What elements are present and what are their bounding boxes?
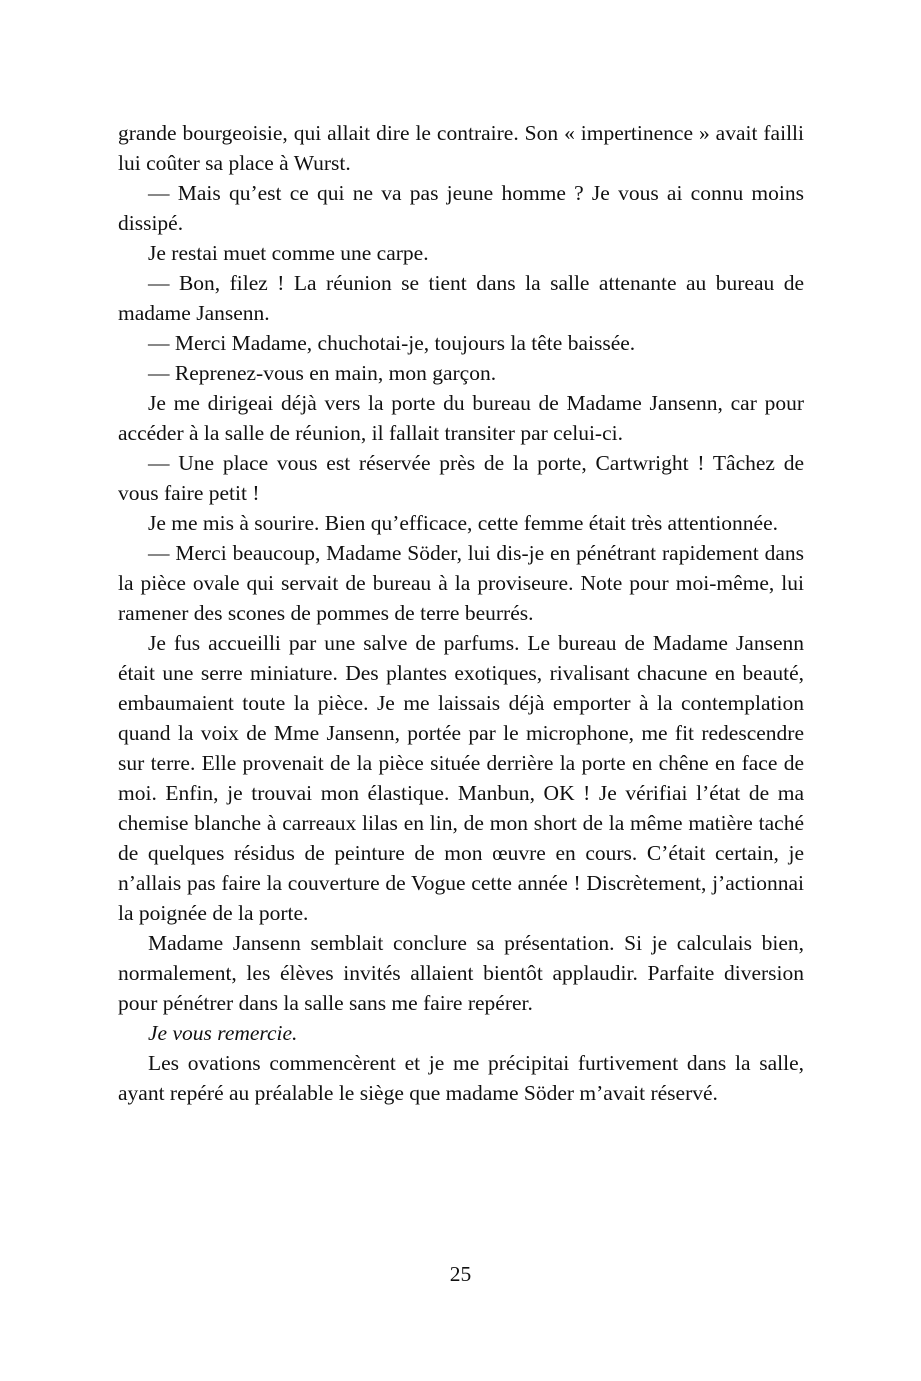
paragraph: Je fus accueilli par une salve de parfums. Le bureau de Madame Jansenn était une serre miniature. Des plantes exotiques, rivalisant chacune en beauté, embaumaient toute la pièce. Je me laissais déjà emporter à la contemplation quand la voix de Mme Jansenn, portée par le microphone, me fit redescendre sur terre. Elle provenait de la pièce située derrière la porte en chêne en face de moi. Enfin, je trouvai mon élastique. Manbun, OK ! Je vérifiai l’état de ma chemise blanche à carreaux lilas en lin, de mon short de la même matière taché de quelques résidus de peinture de mon œuvre en cours. C’était certain, je n’allais pas faire la couverture de Vogue cette année ! Discrètement, j’actionnai la poignée de la porte. — [118, 631, 804, 925]
page-number: 25 — [449, 1262, 472, 1286]
paragraph-continuation: grande bourgeoisie, qui allait dire le contraire. Son « impertinence » avait failli lui coûter sa place à Wurst. — [118, 121, 804, 175]
paragraph: Les ovations commencèrent et je me précipitai furtivement dans la salle, ayant repéré au préalable le siège que madame Söder m’avait réservé. — [118, 1051, 804, 1105]
dialogue-paragraph: — Une place vous est réservée près de la porte, Cartwright ! Tâchez de vous faire petit ! — [118, 451, 804, 505]
dialogue-paragraph: — Reprenez-vous en main, mon garçon. — [148, 361, 497, 385]
dialogue-paragraph: — Bon, filez ! La réunion se tient dans la salle attenante au bureau de madame Jansenn. — [118, 271, 804, 325]
paragraph: Je me mis à sourire. Bien qu’efficace, cette femme était très attentionnée. — [148, 511, 778, 535]
dialogue-paragraph: — Merci beaucoup, Madame Söder, lui dis-je en pénétrant rapidement dans la pièce ovale qui servait de bureau à la proviseure. Note pour moi-même, lui ramener des scones de pommes de terre beurrés. — [118, 541, 804, 625]
paragraph: Madame Jansenn semblait conclure sa présentation. Si je calculais bien, normalement, les élèves invités allaient bientôt applaudir. Parfaite diversion pour pénétrer dans la salle sans me faire repérer. — [118, 931, 804, 1015]
page-body — [118, 118, 804, 1108]
italic-quote-paragraph: Je vous remercie. — [148, 1021, 298, 1045]
dialogue-paragraph: — Mais qu’est ce qui ne va pas jeune homme ? Je vous ai connu moins dissipé. — [118, 181, 804, 235]
paragraph: Je me dirigeai déjà vers la porte du bureau de Madame Jansenn, car pour accéder à la salle de réunion, il fallait transiter par celui-ci. — [118, 391, 804, 445]
paragraph: Je restai muet comme une carpe. — [148, 241, 429, 265]
dialogue-paragraph: — Merci Madame, chuchotai-je, toujours la tête baissée. — [148, 331, 636, 355]
